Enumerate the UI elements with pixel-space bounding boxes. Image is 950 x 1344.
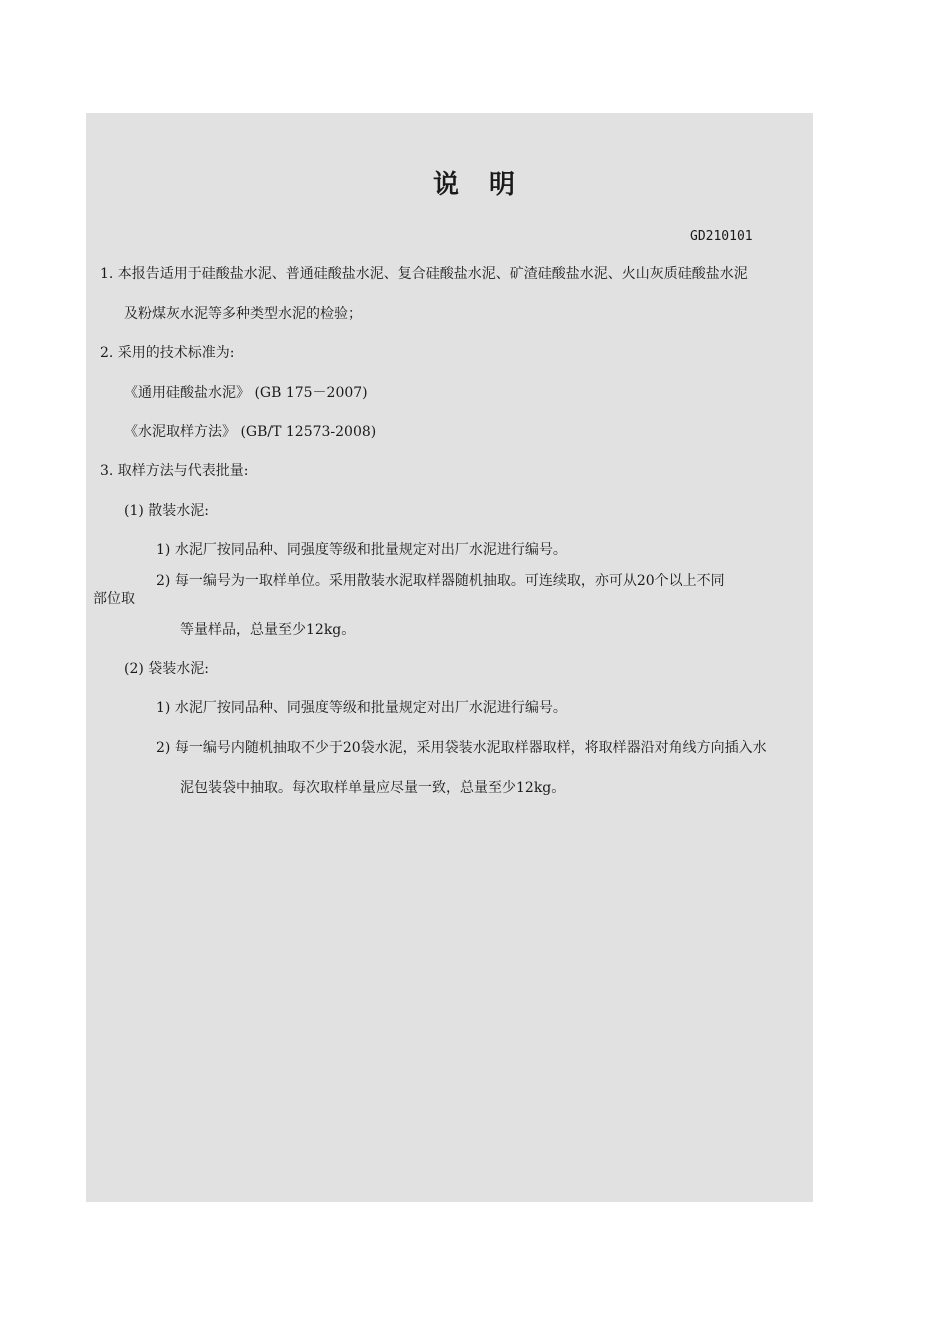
item-1-line-1: 1. 本报告适用于硅酸盐水泥、普通硅酸盐水泥、复合硅酸盐水泥、矿渣硅酸盐水泥、火山灰质硅酸盐水泥 [100, 266, 748, 282]
document-code: GD210101 [690, 229, 753, 244]
bulk-point-2: 2) 每一编号为一取样单位。采用散装水泥取样器随机抽取。可连续取，亦可从20个以上不同 [156, 573, 725, 589]
subsection-bulk: (1) 散装水泥: [124, 503, 209, 519]
bagged-point-2: 2) 每一编号内随机抽取不少于20袋水泥，采用袋装水泥取样器取样，将取样器沿对角线方向插入水 [156, 740, 767, 756]
standard-2: 《水泥取样方法》 (GB/T 12573-2008) [124, 424, 377, 440]
item-3: 3. 取样方法与代表批量: [100, 463, 249, 479]
bulk-point-1: 1) 水泥厂按同品种、同强度等级和批量规定对出厂水泥进行编号。 [156, 542, 567, 558]
bulk-point-2-overflow: 部位取 [93, 591, 135, 607]
item-2: 2. 采用的技术标准为: [100, 345, 235, 361]
bulk-point-2-line-2: 等量样品，总量至少12kg。 [180, 622, 356, 638]
bagged-point-2-line-2: 泥包装袋中抽取。每次取样单量应尽量一致，总量至少12kg。 [180, 780, 566, 796]
subsection-bagged: (2) 袋装水泥: [124, 661, 209, 677]
item-1-line-2: 及粉煤灰水泥等多种类型水泥的检验； [124, 306, 362, 322]
document-title: 说 明 [432, 170, 517, 200]
bagged-point-1: 1) 水泥厂按同品种、同强度等级和批量规定对出厂水泥进行编号。 [156, 700, 567, 716]
standard-1: 《通用硅酸盐水泥》 (GB 175－2007) [124, 385, 368, 401]
